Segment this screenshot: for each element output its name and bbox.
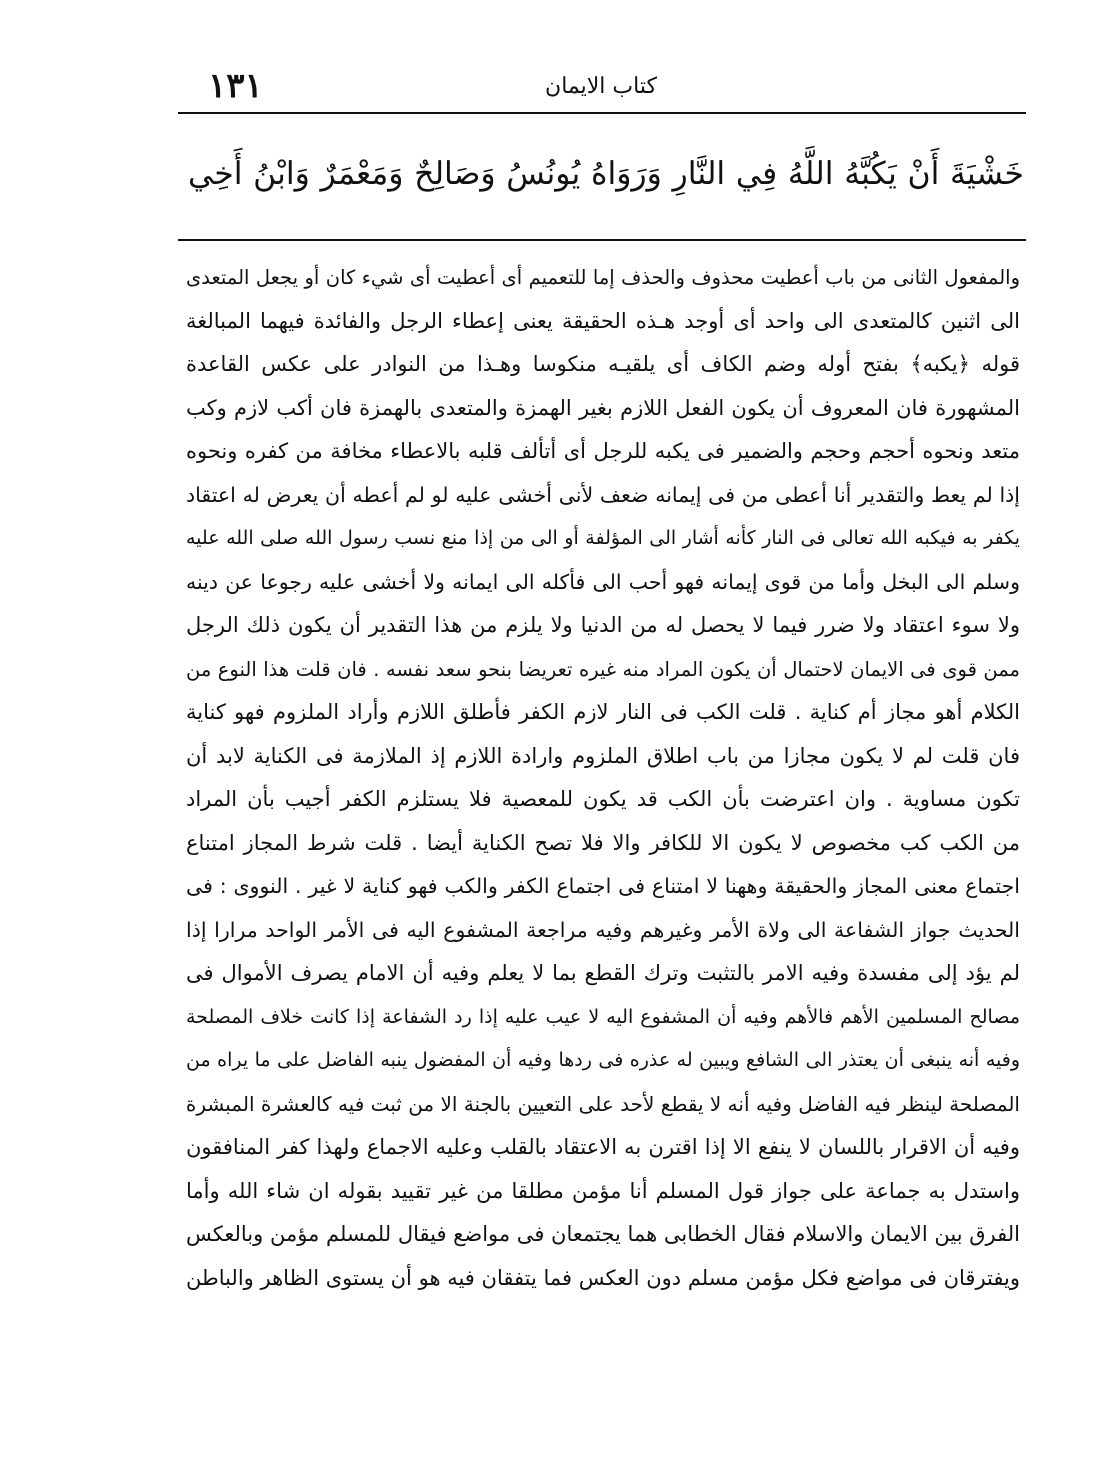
commentary-line: ممن قوى فى الايمان لاحتمال أن يكون المراد منه غيره تعريضا بنحو سعد نفسه . فان قلت هذا النوع من [186, 657, 1020, 681]
commentary-line: الى اثنين كالمتعدى الى واحد أى أوجد هـذه الحقيقة يعنى إعطاء الرجل والفائدة فيهما المبالغة [186, 308, 1020, 333]
hadith-text-line: خَشْيَةَ أَنْ يَكُبَّهُ اللَّهُ فِي النَّارِ وَرَوَاهُ يُونُسُ وَصَالِحٌ وَمَعْمَرٌ وَابْنُ أَخِي [188, 156, 1024, 192]
commentary-line: تكون مساوية . وان اعترضت بأن الكب قد يكون للمعصية فلا يستلزم الكفر أجيب بأن المراد [186, 787, 1020, 811]
commentary-line: الفرق بين الايمان والاسلام فقال الخطابى هما يجتمعان فى مواضع فيقال للمسلم مؤمن وبالعكس [186, 1222, 1020, 1246]
commentary-line: ويفترقان فى مواضع فكل مؤمن مسلم دون العكس فما يتفقان فيه هو أن يستوى الظاهر والباطن [186, 1265, 1020, 1290]
page-number: ١٣١ [208, 66, 263, 106]
commentary-line: يكفر به فيكبه الله تعالى فى النار كأنه أشار الى المؤلفة أو الى من إذا منع نسب رسول الله صلى الله عليه [186, 527, 1020, 549]
commentary-line: الكلام أهو مجاز أم كناية . قلت الكب فى النار لازم الكفر فأطلق اللازم وأراد الملزوم فهو كناية [186, 700, 1020, 724]
commentary-line: المصلحة لينظر فيه الفاضل وفيه أنه لا يقطع لأحد على التعيين بالجنة الا من ثبت فيه كالعشرة المبشرة [186, 1091, 1020, 1116]
page-header [178, 62, 1024, 114]
commentary-line: قوله ﴿يكبه﴾ بفتح أوله وضم الكاف أى يلقيـه منكوسا وهـذا من النوادر على عكس القاعدة [186, 352, 1020, 376]
commentary-line: وسلم الى البخل وأما من قوى إيمانه فهو أحب الى فأكله الى ايمانه ولا أخشى عليه رجوعا عن دينه [186, 569, 1020, 594]
header-rule [178, 112, 1026, 114]
commentary-line: متعد ونحوه أحجم وحجم والضمير فى يكبه للرجل أى أتألف قلبه بالاعطاء مخافة من كفره ونحوه [186, 439, 1020, 463]
section-divider [178, 239, 1026, 241]
commentary-line: لم يؤد إلى مفسدة وفيه الامر بالتثبت وترك القطع بما لا يعلم وفيه أن الامام يصرف الأموال فى [186, 961, 1020, 985]
commentary-line: ولا سوء اعتقاد ولا ضرر فيما لا يحصل له من الدنيا ولا يلزم من هذا التقدير أن يكون ذلك الرجل [186, 613, 1020, 637]
running-title: كتاب الايمان [545, 74, 657, 99]
commentary-body [186, 256, 1020, 1300]
commentary-line: فان قلت لم لا يكون مجازا من باب اطلاق الملزوم وارادة اللازم إذ الملازمة فى الكناية لابد أن [186, 743, 1020, 768]
commentary-line: من الكب كب مخصوص لا يكون الا للكافر والا فلا تصح الكناية أيضا . قلت شرط المجاز امتناع [186, 830, 1020, 855]
commentary-line: المشهورة فان المعروف أن يكون الفعل اللازم بغير الهمزة والمتعدى بالهمزة فان أكب لازم وكب [186, 395, 1020, 420]
commentary-line: واستدل به جماعة على جواز قول المسلم أنا مؤمن مطلقا من غير تقييد بقوله ان شاء الله وأما [186, 1178, 1020, 1203]
commentary-line: وفيه أنه ينبغى أن يعتذر الى الشافع ويبين له عذره فى ردها وفيه أن المفضول ينبه الفاضل على ما يراه من [186, 1049, 1020, 1071]
commentary-line: الحديث جواز الشفاعة الى ولاة الأمر وغيرهم وفيه مراجعة المشفوع اليه فى الأمر الواحد مرارا إذا [186, 917, 1020, 942]
commentary-line: والمفعول الثانى من باب أعطيت محذوف والحذف إما للتعميم أى أعطيت أى شيء كان أو يجعل المتعدى [186, 266, 1020, 289]
commentary-line: إذا لم يعط والتقدير أنا أعطى من فى إيمانه ضعف لأنى أخشى عليه لو لم أعطه أن يعرض له اعتقاد [186, 482, 1020, 507]
commentary-line: وفيه أن الاقرار باللسان لا ينفع الا إذا اقترن به الاعتقاد بالقلب وعليه الاجماع ولهذا كفر المنافقون [186, 1135, 1020, 1159]
commentary-line: اجتماع معنى المجاز والحقيقة وههنا لا امتناع فى اجتماع الكفر والكب فهو كناية لا غير . النووى : فى [186, 874, 1020, 898]
commentary-line: مصالح المسلمين الأهم فالأهم وفيه أن المشفوع اليه لا عيب عليه إذا رد الشفاعة إذا كانت خلاف المصلحة [186, 1005, 1020, 1028]
